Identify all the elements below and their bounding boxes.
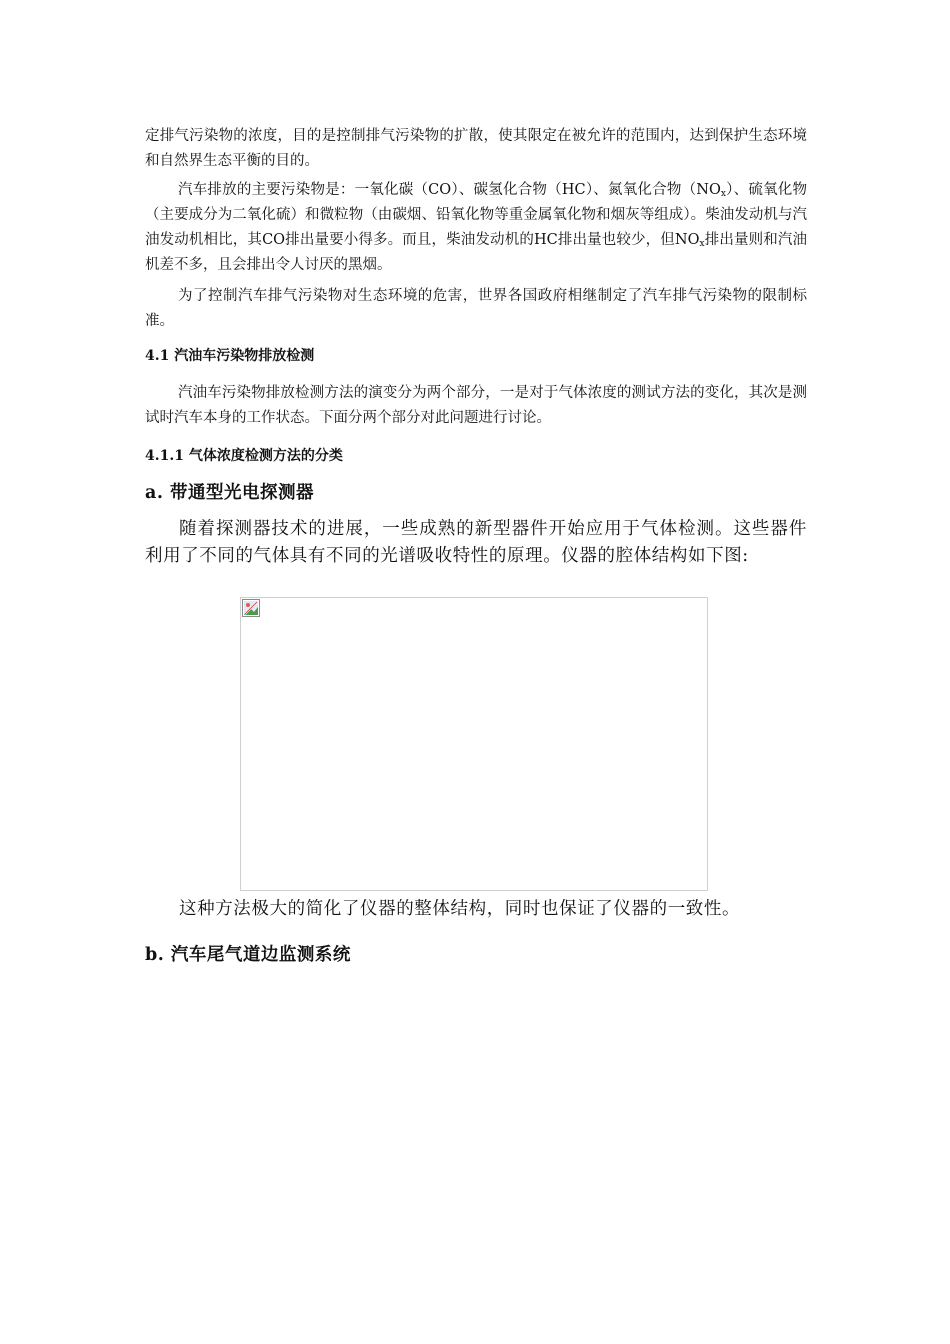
pollutants-text-part1: 汽车排放的主要污染物是：一氧化碳（CO）、碳氢化合物（HC）、氮氧化合物（NO [178, 182, 721, 198]
paragraph-detector-principle: 随着探测器技术的进展，一些成熟的新型器件开始应用于气体检测。这些器件利用了不同的气体具有不同的光谱吸收特性的原理。仪器的腔体结构如下图: [145, 519, 807, 566]
paragraph-purpose: 定排气污染物的浓度，目的是控制排气污染物的扩散，使其限定在被允许的范围内，达到保护生态环境和自然界生态平衡的目的。 [145, 128, 807, 169]
section-heading-4-1: 4.1 汽油车污染物排放检测 [145, 348, 315, 364]
paragraph-main-pollutants [145, 178, 807, 278]
broken-image-icon [242, 599, 260, 617]
heading-a-bandpass-detector: a. 带通型光电探测器 [145, 483, 315, 503]
paragraph-method-benefit: 这种方法极大的简化了仪器的整体结构，同时也保证了仪器的一致性。 [179, 899, 741, 919]
heading-b-roadside-monitoring: b. 汽车尾气道边监测系统 [145, 945, 351, 965]
instrument-cavity-figure [240, 597, 708, 891]
section-heading-4-1-1: 4.1.1 气体浓度检测方法的分类 [145, 448, 343, 464]
paragraph-standards: 为了控制汽车排气污染物对生态环境的危害，世界各国政府相继制定了汽车排气污染物的限制标准。 [145, 288, 807, 329]
pollutants-text-part2: ）、硫氧化物（主要成分为二氧化硫）和微粒物（由碳烟、铅氧化物等重金属氧化物和烟灰等组成）。柴油发动机与汽油发动机相比，其CO排出量要小得多。而且，柴油发动机的HC排出量也较少，但NO [145, 182, 808, 248]
pollutants-text-part3: 排出量则和汽油机差不多，且会排出令人讨厌的黑烟。 [145, 232, 807, 273]
subscript-x-1: x [720, 189, 726, 199]
paragraph-detection-evolution: 汽油车污染物排放检测方法的演变分为两个部分，一是对于气体浓度的测试方法的变化，其次是测试时汽车本身的工作状态。下面分两个部分对此问题进行讨论。 [145, 385, 807, 426]
subscript-x-2: x [699, 239, 705, 249]
